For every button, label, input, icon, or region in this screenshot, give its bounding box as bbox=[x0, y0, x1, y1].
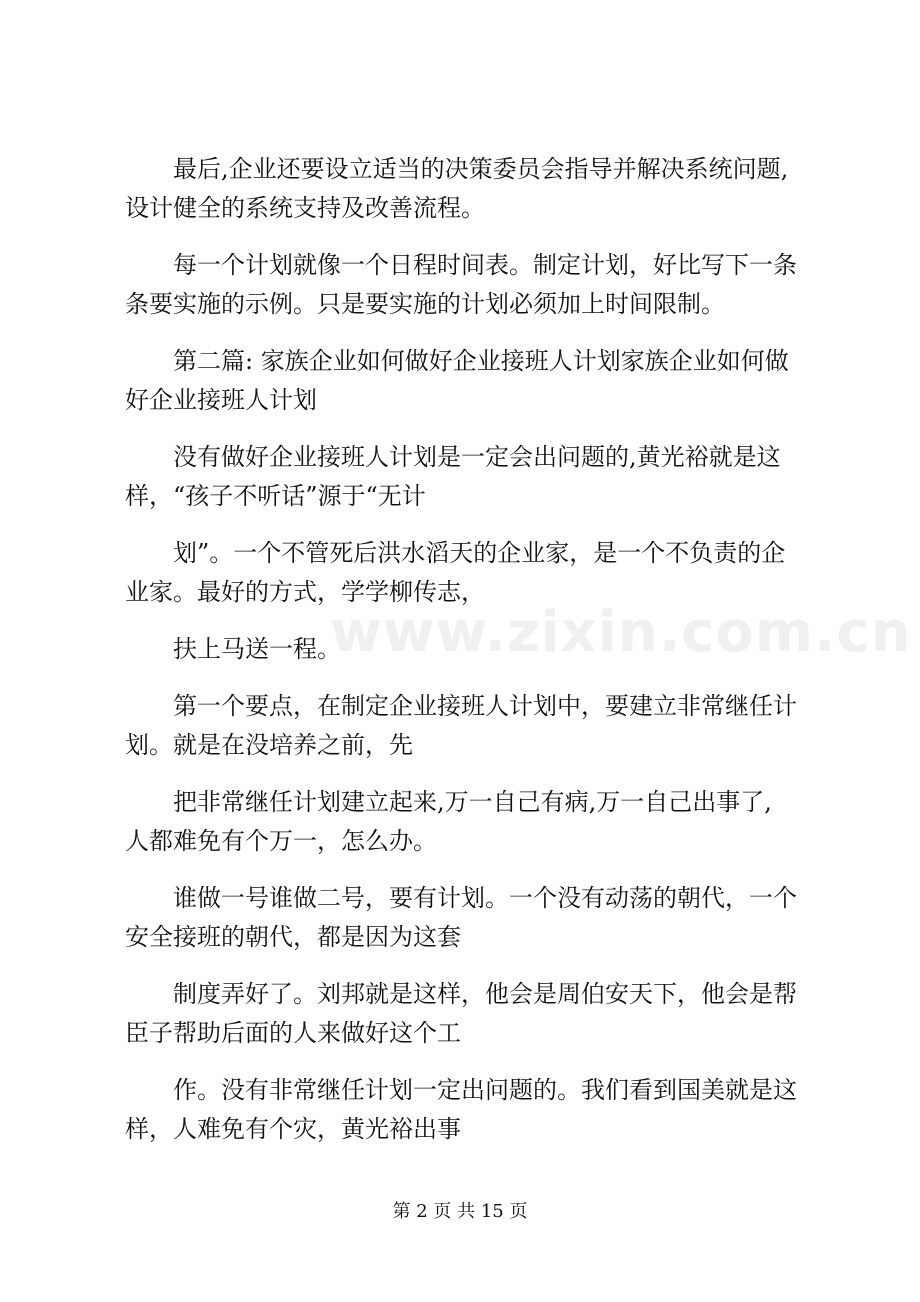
paragraph bbox=[125, 783, 805, 861]
paragraph bbox=[125, 246, 805, 324]
paragraph-line: 没有做好企业接班人计划是一定会出问题的,黄光裕就是这 bbox=[173, 443, 781, 471]
paragraph-line: 样，人难免有个灾，黄光裕出事 bbox=[125, 1115, 461, 1143]
paragraph-line: 每一个计划就像一个日程时间表。制定计划，好比写下一条 bbox=[173, 251, 797, 279]
paragraph-line: 安全接班的朝代，都是因为这套 bbox=[125, 923, 461, 951]
document-body bbox=[125, 150, 805, 1167]
section-heading-paragraph bbox=[125, 342, 805, 420]
paragraph-line: 设计健全的系统支持及改善流程。 bbox=[125, 194, 485, 222]
paragraph-line: 臣子帮助后面的人来做好这个工 bbox=[125, 1019, 461, 1047]
paragraph-line: 好企业接班人计划 bbox=[125, 386, 317, 414]
paragraph bbox=[125, 630, 805, 669]
paragraph-line: 第一个要点，在制定企业接班人计划中，要建立非常继任计 bbox=[173, 692, 797, 720]
paragraph-line: 制度弄好了。刘邦就是这样，他会是周伯安天下，他会是帮 bbox=[173, 980, 797, 1008]
paragraph-line: 第二篇: 家族企业如何做好企业接班人计划家族企业如何做 bbox=[173, 347, 789, 375]
paragraph bbox=[125, 438, 805, 516]
paragraph-line: 最后,企业还要设立适当的决策委员会指导并解决系统问题, bbox=[173, 155, 789, 183]
paragraph-line: 划”。一个不管死后洪水滔天的企业家，是一个不负责的企 bbox=[173, 539, 786, 567]
paragraph-line: 样，“孩子不听话”源于“无计 bbox=[125, 482, 426, 510]
watermark: www.zixin.com.cn bbox=[330, 600, 912, 665]
paragraph bbox=[125, 975, 805, 1053]
paragraph-line: 条要实施的示例。只是要实施的计划必须加上时间限制。 bbox=[125, 290, 725, 318]
paragraph bbox=[125, 534, 805, 612]
paragraph-line: 作。没有非常继任计划一定出问题的。我们看到国美就是这 bbox=[173, 1076, 797, 1104]
paragraph-line: 划。就是在没培养之前，先 bbox=[125, 731, 413, 759]
paragraph-line: 业家。最好的方式，学学柳传志， bbox=[125, 578, 485, 606]
paragraph-line: 人都难免有个万一，怎么办。 bbox=[125, 827, 437, 855]
paragraph-line: 谁做一号谁做二号，要有计划。一个没有动荡的朝代，一个 bbox=[173, 884, 797, 912]
paragraph bbox=[125, 687, 805, 765]
paragraph bbox=[125, 879, 805, 957]
paragraph-line: 把非常继任计划建立起来,万一自己有病,万一自己出事了, bbox=[173, 788, 772, 816]
paragraph bbox=[125, 150, 805, 228]
page-number-footer: 第 2 页 共 15 页 bbox=[392, 1201, 528, 1222]
paragraph bbox=[125, 1071, 805, 1149]
paragraph-line: 扶上马送一程。 bbox=[173, 635, 341, 663]
